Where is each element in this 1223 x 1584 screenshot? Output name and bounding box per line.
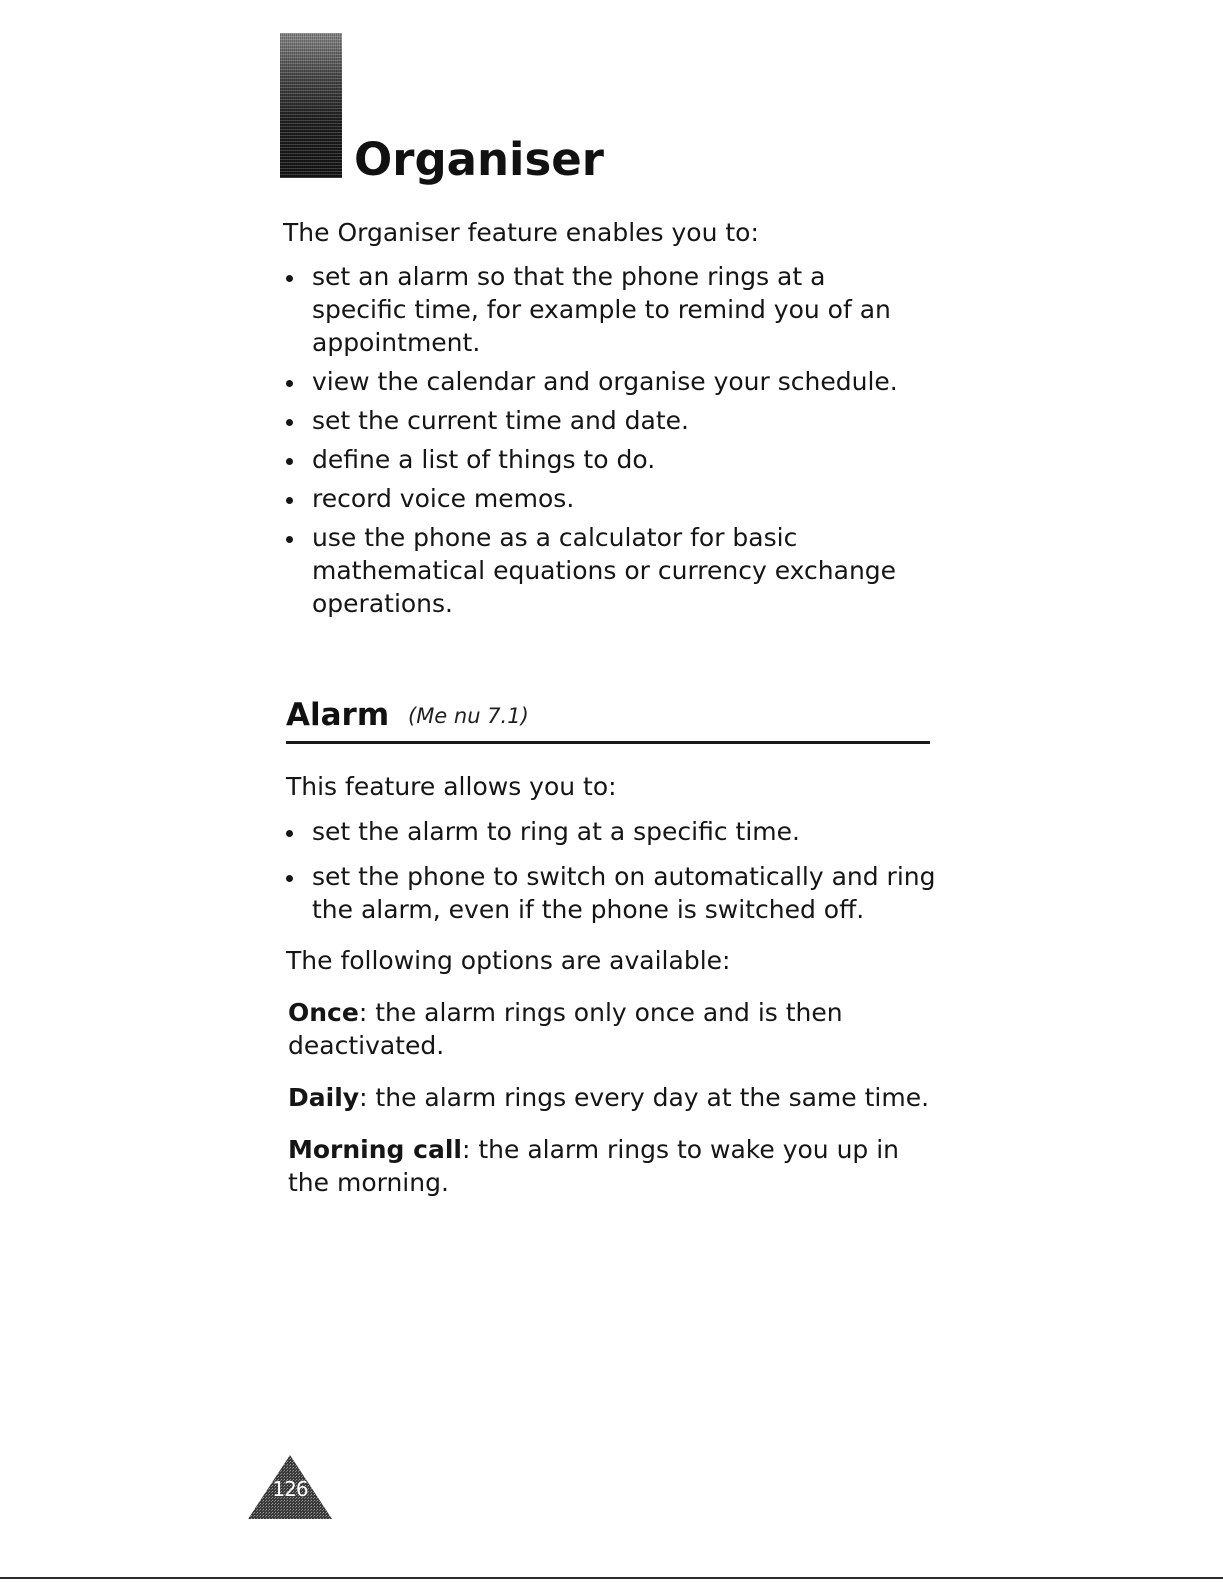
option-description: : the alarm rings to wake you up in the morning. [288, 1135, 900, 1197]
list-item [284, 443, 924, 476]
list-item [284, 404, 924, 437]
alarm-section-header [286, 693, 930, 744]
list-item-text: set an alarm so that the phone rings at a specific time, for example to remind you of an appointment. [312, 262, 891, 357]
bullet-icon [286, 275, 293, 282]
list-item-text: view the calendar and organise your schedule. [312, 367, 898, 396]
list-item-text: set the alarm to ring at a specific time. [312, 817, 800, 846]
bullet-icon [286, 458, 293, 465]
chapter-title: Organiser [354, 133, 604, 186]
option-daily [288, 1081, 938, 1114]
option-once [288, 996, 938, 1062]
page-bottom-rule [0, 1577, 1223, 1579]
list-item [284, 521, 924, 620]
bullet-icon [286, 380, 293, 387]
list-item [284, 365, 924, 398]
option-description: : the alarm rings only once and is then deactivated. [288, 998, 843, 1060]
option-term: Morning call [288, 1135, 462, 1164]
page-number: 126 [272, 1477, 308, 1501]
bullet-icon [286, 497, 293, 504]
list-item-text: record voice memos. [312, 484, 575, 513]
section-intro: This feature allows you to: [286, 772, 617, 801]
list-item-text: set the phone to switch on automatically and ring the alarm, even if the phone is switched off. [312, 862, 936, 924]
option-description: : the alarm rings every day at the same time. [359, 1083, 930, 1112]
chapter-intro: The Organiser feature enables you to: [283, 218, 759, 247]
list-item [284, 860, 944, 926]
menu-reference: (Me nu 7.1) [408, 704, 529, 728]
list-item-text: use the phone as a calculator for basic mathematical equations or currency exchange operations. [312, 523, 897, 618]
list-item-text: define a list of things to do. [312, 445, 656, 474]
bullet-icon [286, 830, 293, 837]
option-morning-call [288, 1133, 938, 1199]
page-number-badge [248, 1455, 332, 1521]
capability-list [284, 815, 944, 926]
bullet-icon [286, 419, 293, 426]
list-item [284, 482, 924, 515]
option-term: Daily [288, 1083, 360, 1112]
bullet-icon [286, 875, 293, 882]
option-term: Once [288, 998, 359, 1027]
feature-list [284, 260, 924, 620]
section-title: Alarm [286, 697, 390, 733]
chapter-marker-bar [280, 33, 342, 178]
list-item-text: set the current time and date. [312, 406, 689, 435]
options-intro: The following options are available: [286, 946, 731, 975]
bullet-icon [286, 536, 293, 543]
list-item [284, 260, 924, 359]
list-item [284, 815, 944, 848]
